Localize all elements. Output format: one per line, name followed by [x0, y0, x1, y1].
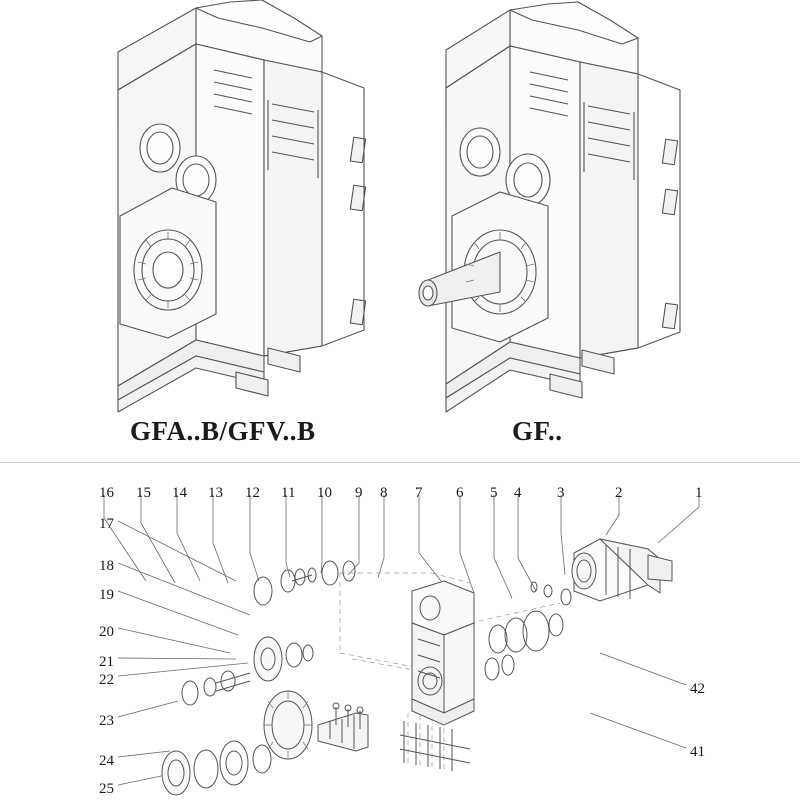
caption-gf: GF.. [512, 416, 563, 446]
part-label-22: 22 [99, 672, 114, 688]
part-label-9: 9 [355, 485, 363, 501]
part-label-18: 18 [99, 558, 114, 574]
part-label-3: 3 [557, 485, 565, 501]
exploded-parts-drawing [0, 463, 800, 801]
part-label-41: 41 [690, 744, 705, 760]
part-label-14: 14 [172, 485, 187, 501]
part-label-4: 4 [514, 485, 522, 501]
part-label-12: 12 [245, 485, 260, 501]
exploded-view-diagram [0, 462, 800, 801]
part-label-13: 13 [208, 485, 223, 501]
caption-gfa-b-gfv-b: GFA..B/GFV..B [130, 416, 316, 446]
part-label-21: 21 [99, 654, 114, 670]
part-label-25: 25 [99, 781, 114, 797]
part-label-15: 15 [136, 485, 151, 501]
part-label-6: 6 [456, 485, 464, 501]
part-label-2: 2 [615, 485, 623, 501]
part-label-10: 10 [317, 485, 332, 501]
part-label-5: 5 [490, 485, 498, 501]
part-label-11: 11 [281, 485, 296, 501]
part-label-7: 7 [415, 485, 423, 501]
part-label-16: 16 [99, 485, 114, 501]
part-label-23: 23 [99, 713, 114, 729]
part-label-19: 19 [99, 587, 114, 603]
part-label-1: 1 [695, 485, 703, 501]
part-label-20: 20 [99, 624, 114, 640]
part-label-17: 17 [99, 516, 114, 532]
part-label-24: 24 [99, 753, 114, 769]
part-label-42: 42 [690, 681, 705, 697]
part-label-8: 8 [380, 485, 388, 501]
